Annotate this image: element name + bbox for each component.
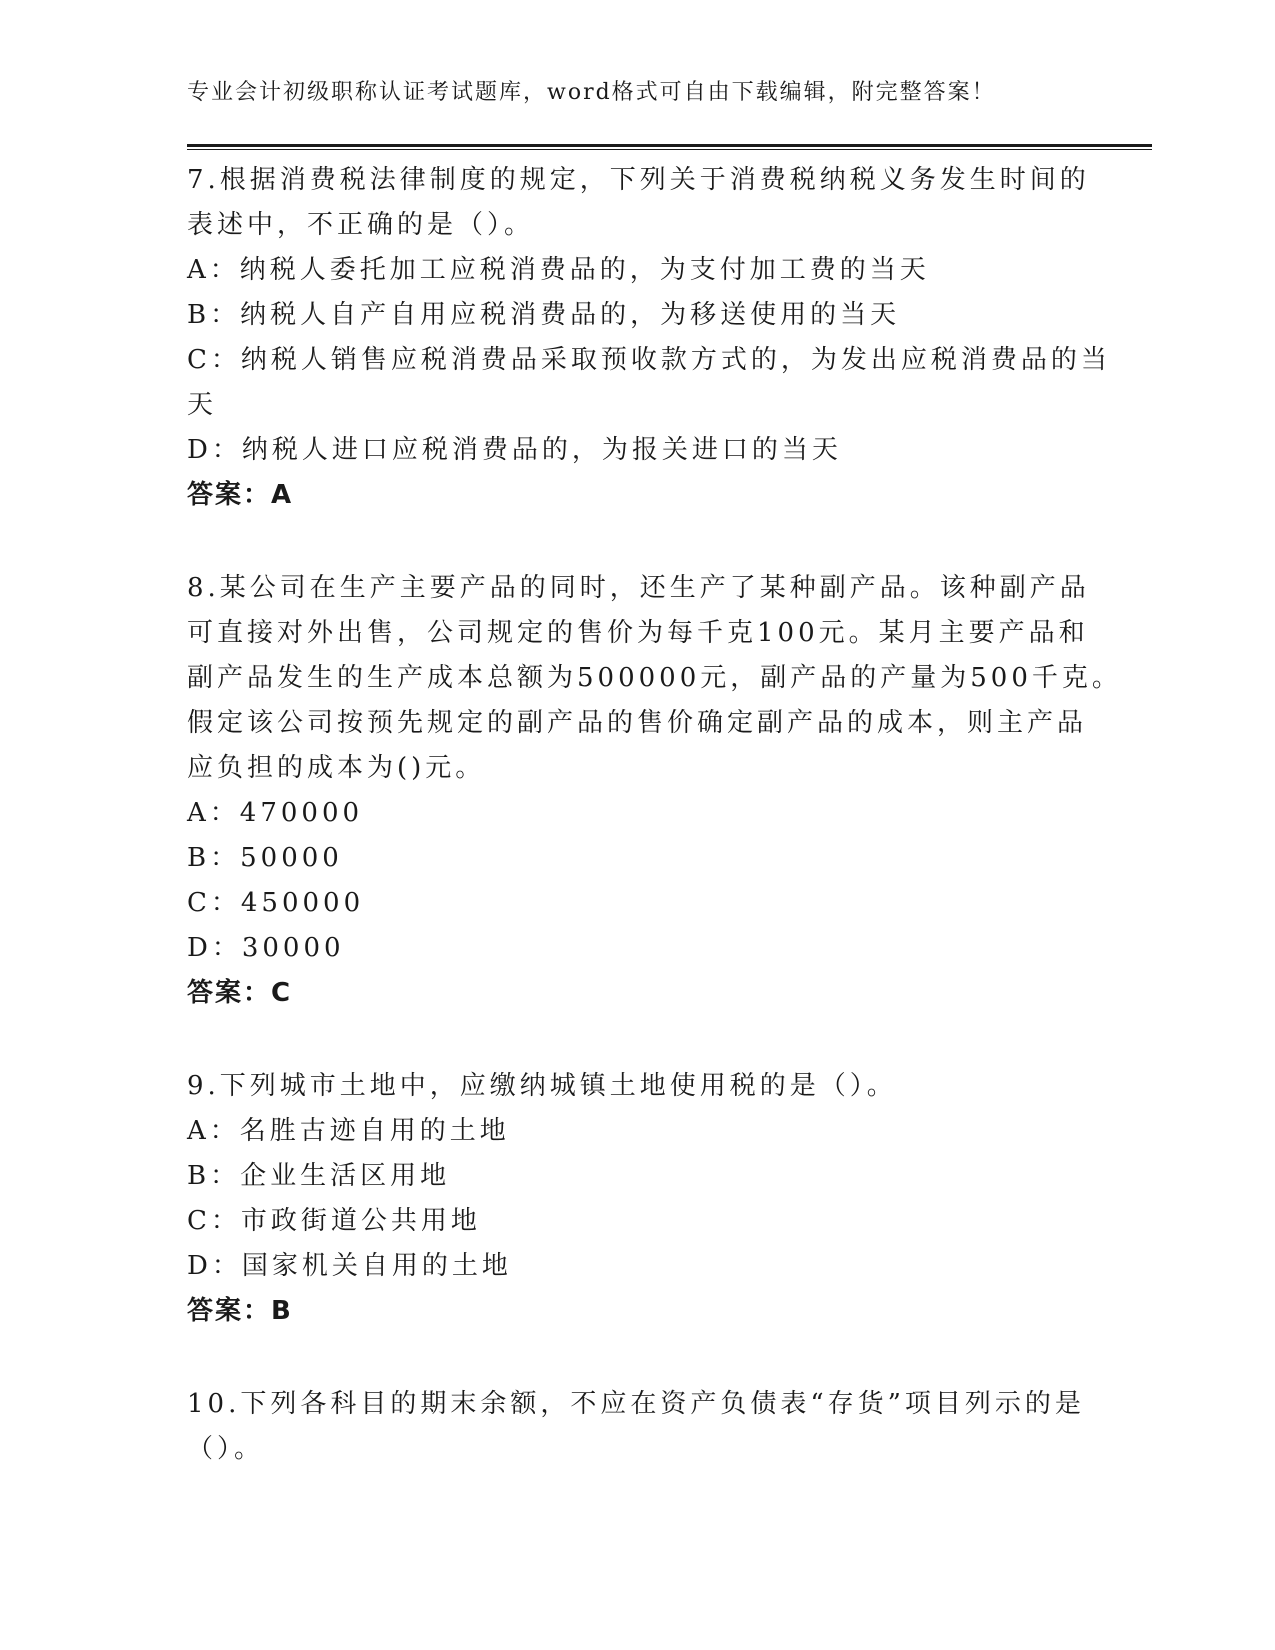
question-10 [187, 1382, 1087, 1472]
option-a: A：470000 [187, 798, 364, 828]
option-a: A：名胜古迹自用的土地 [187, 1116, 510, 1146]
option-d: D：30000 [187, 933, 345, 963]
question-text: 表述中，不正确的是（）。 [187, 210, 535, 240]
question-list [187, 158, 1122, 1520]
option-d: D：纳税人进口应税消费品的，为报关进口的当天 [187, 435, 842, 465]
page-header: 专业会计初级职称认证考试题库，word格式可自由下载编辑，附完整答案！ [187, 80, 996, 105]
question-text: 可直接对外出售，公司规定的售价为每千克100元。某月主要产品和 [187, 618, 1089, 648]
question-text: 应负担的成本为()元。 [187, 753, 486, 783]
question-text: 9.下列城市土地中，应缴纳城镇土地使用税的是（）。 [187, 1071, 897, 1101]
question-8 [187, 566, 1122, 1016]
option-c: C：市政街道公共用地 [187, 1206, 481, 1236]
question-9 [187, 1064, 1087, 1334]
answer: 答案：A [187, 480, 294, 510]
option-c-cont: 天 [187, 390, 218, 420]
question-text: 8.某公司在生产主要产品的同时，还生产了某种副产品。该种副产品 [187, 573, 1090, 603]
question-text: 副产品发生的生产成本总额为500000元，副产品的产量为500千克。 [187, 663, 1122, 693]
question-text: 7.根据消费税法律制度的规定，下列关于消费税纳税义务发生时间的 [187, 165, 1090, 195]
option-c: C：纳税人销售应税消费品采取预收款方式的，为发出应税消费品的当 [187, 345, 1111, 375]
header-rule-thick [187, 144, 1152, 147]
option-b: B：企业生活区用地 [187, 1161, 451, 1191]
question-7 [187, 158, 1111, 518]
question-text: （）。 [187, 1434, 265, 1464]
option-b: B：纳税人自产自用应税消费品的，为移送使用的当天 [187, 300, 901, 330]
option-a: A：纳税人委托加工应税消费品的，为支付加工费的当天 [187, 255, 930, 285]
question-text: 假定该公司按预先规定的副产品的售价确定副产品的成本，则主产品 [187, 708, 1088, 738]
header-rule-thin [187, 149, 1152, 150]
option-b: B：50000 [187, 843, 343, 873]
option-c: C：450000 [187, 888, 365, 918]
answer: 答案：C [187, 978, 293, 1008]
option-d: D：国家机关自用的土地 [187, 1251, 512, 1281]
question-text: 10.下列各科目的期末余额，不应在资产负债表“存货”项目列示的是 [187, 1389, 1085, 1419]
answer: 答案：B [187, 1296, 293, 1326]
